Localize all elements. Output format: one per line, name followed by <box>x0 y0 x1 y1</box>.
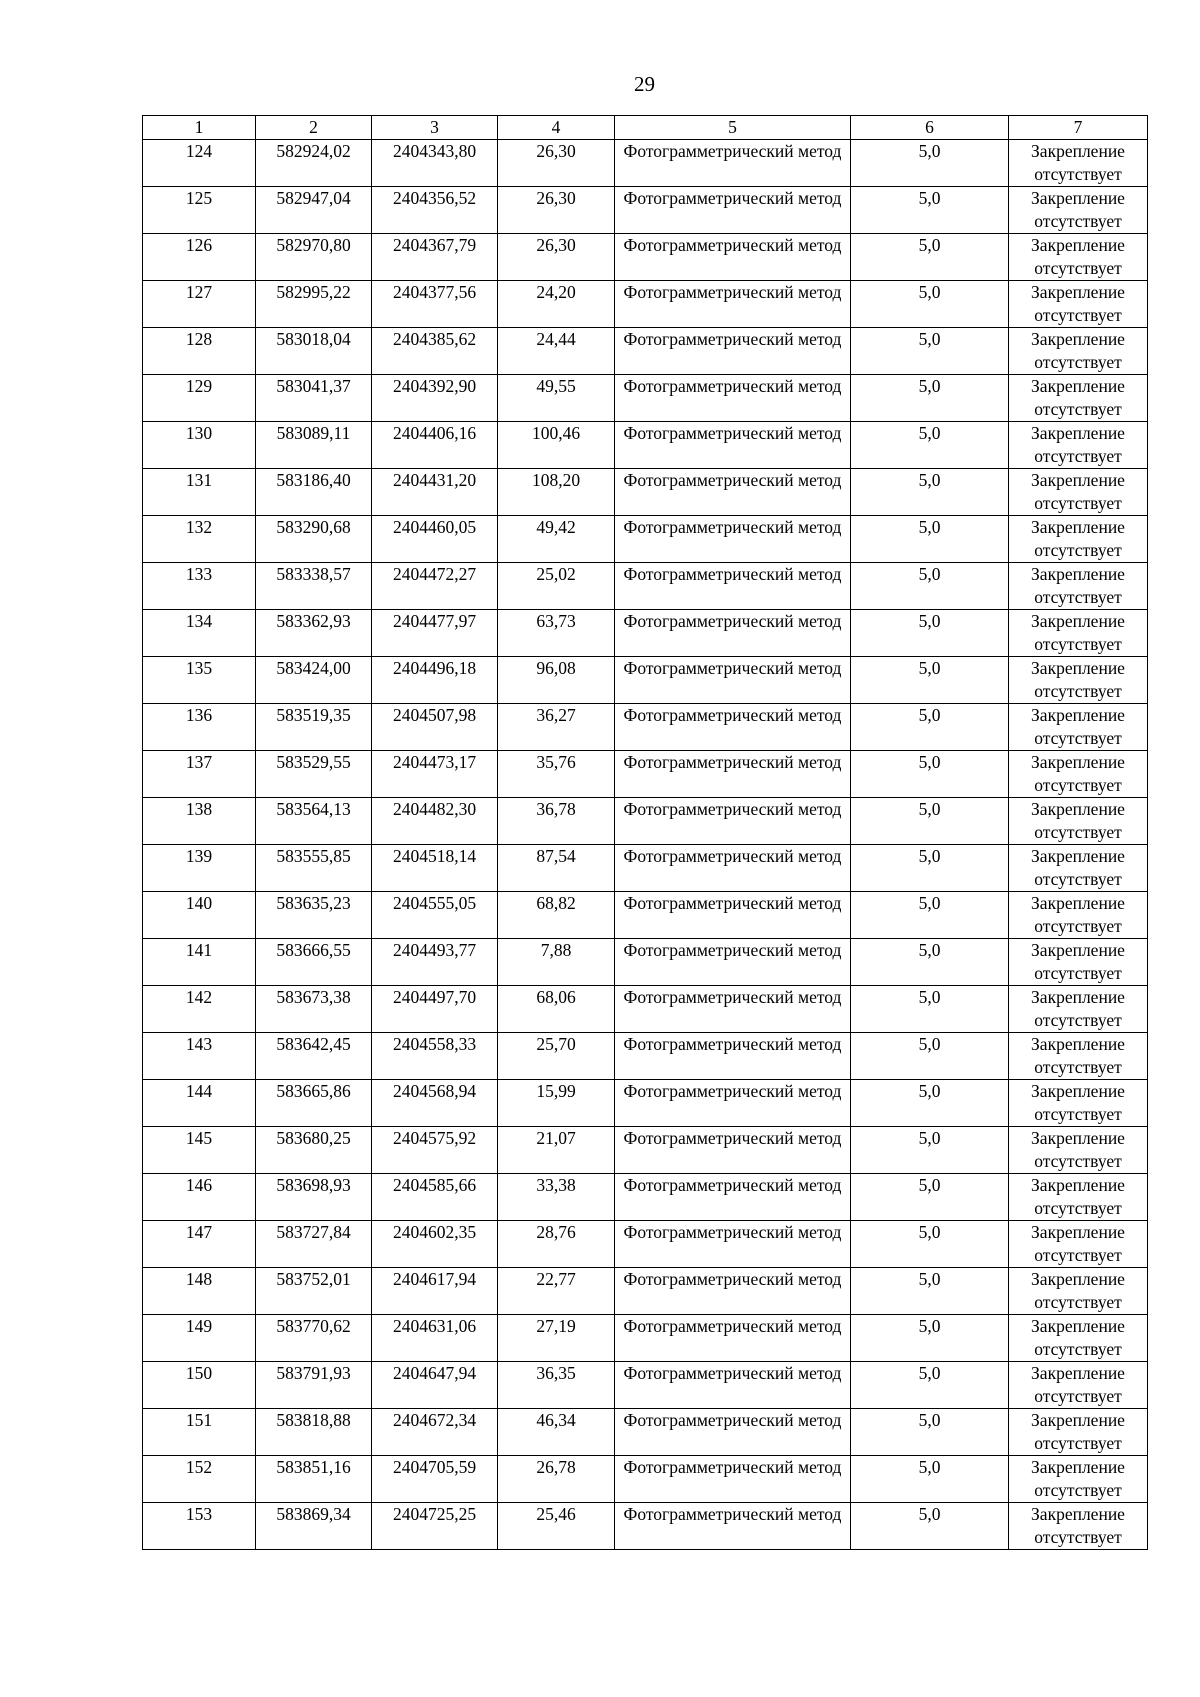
table-row <box>143 281 1148 328</box>
distance-cell: 36,78 <box>498 798 615 845</box>
x-coordinate-cell: 583018,04 <box>256 328 372 375</box>
distance-cell: 15,99 <box>498 1080 615 1127</box>
method-cell: Фотограмметрический метод <box>615 1456 851 1503</box>
x-coordinate-cell: 583519,35 <box>256 704 372 751</box>
marker-description-cell: Закрепление отсутствует <box>1009 563 1148 610</box>
marker-description-cell: Закрепление отсутствует <box>1009 892 1148 939</box>
y-coordinate-cell: 2404617,94 <box>372 1268 498 1315</box>
marker-description-cell: Закрепление отсутствует <box>1009 140 1148 187</box>
point-number-cell: 144 <box>143 1080 256 1127</box>
distance-cell: 49,42 <box>498 516 615 563</box>
table-row <box>143 845 1148 892</box>
y-coordinate-cell: 2404431,20 <box>372 469 498 516</box>
method-cell: Фотограмметрический метод <box>615 1033 851 1080</box>
method-cell: Фотограмметрический метод <box>615 187 851 234</box>
y-coordinate-cell: 2404555,05 <box>372 892 498 939</box>
accuracy-cell: 5,0 <box>851 563 1009 610</box>
x-coordinate-cell: 583642,45 <box>256 1033 372 1080</box>
point-number-cell: 147 <box>143 1221 256 1268</box>
point-number-cell: 124 <box>143 140 256 187</box>
point-number-cell: 139 <box>143 845 256 892</box>
marker-description-cell: Закрепление отсутствует <box>1009 939 1148 986</box>
table-row <box>143 422 1148 469</box>
x-coordinate-cell: 583529,55 <box>256 751 372 798</box>
x-coordinate-cell: 583635,23 <box>256 892 372 939</box>
accuracy-cell: 5,0 <box>851 657 1009 704</box>
method-cell: Фотограмметрический метод <box>615 469 851 516</box>
x-coordinate-cell: 583338,57 <box>256 563 372 610</box>
marker-description-cell: Закрепление отсутствует <box>1009 1409 1148 1456</box>
column-header: 4 <box>498 116 615 140</box>
point-number-cell: 126 <box>143 234 256 281</box>
method-cell: Фотограмметрический метод <box>615 1174 851 1221</box>
accuracy-cell: 5,0 <box>851 892 1009 939</box>
x-coordinate-cell: 582947,04 <box>256 187 372 234</box>
distance-cell: 46,34 <box>498 1409 615 1456</box>
distance-cell: 36,35 <box>498 1362 615 1409</box>
distance-cell: 22,77 <box>498 1268 615 1315</box>
y-coordinate-cell: 2404493,77 <box>372 939 498 986</box>
point-number-cell: 138 <box>143 798 256 845</box>
marker-description-cell: Закрепление отсутствует <box>1009 1268 1148 1315</box>
table-row <box>143 986 1148 1033</box>
distance-cell: 68,82 <box>498 892 615 939</box>
distance-cell: 96,08 <box>498 657 615 704</box>
accuracy-cell: 5,0 <box>851 234 1009 281</box>
column-header: 2 <box>256 116 372 140</box>
table-row <box>143 798 1148 845</box>
point-number-cell: 137 <box>143 751 256 798</box>
y-coordinate-cell: 2404367,79 <box>372 234 498 281</box>
table-row <box>143 516 1148 563</box>
y-coordinate-cell: 2404602,35 <box>372 1221 498 1268</box>
marker-description-cell: Закрепление отсутствует <box>1009 798 1148 845</box>
table-row <box>143 939 1148 986</box>
page-number: 29 <box>634 72 655 96</box>
method-cell: Фотограмметрический метод <box>615 1268 851 1315</box>
point-number-cell: 130 <box>143 422 256 469</box>
y-coordinate-cell: 2404496,18 <box>372 657 498 704</box>
x-coordinate-cell: 583666,55 <box>256 939 372 986</box>
table-row <box>143 1127 1148 1174</box>
x-coordinate-cell: 583041,37 <box>256 375 372 422</box>
marker-description-cell: Закрепление отсутствует <box>1009 1080 1148 1127</box>
marker-description-cell: Закрепление отсутствует <box>1009 1362 1148 1409</box>
table-row <box>143 1033 1148 1080</box>
x-coordinate-cell: 583770,62 <box>256 1315 372 1362</box>
distance-cell: 108,20 <box>498 469 615 516</box>
table-row <box>143 1174 1148 1221</box>
table-row <box>143 1221 1148 1268</box>
method-cell: Фотограмметрический метод <box>615 281 851 328</box>
table-row <box>143 1503 1148 1550</box>
method-cell: Фотограмметрический метод <box>615 845 851 892</box>
accuracy-cell: 5,0 <box>851 798 1009 845</box>
point-number-cell: 148 <box>143 1268 256 1315</box>
distance-cell: 35,76 <box>498 751 615 798</box>
method-cell: Фотограмметрический метод <box>615 375 851 422</box>
table-row <box>143 657 1148 704</box>
table-row <box>143 892 1148 939</box>
table-row <box>143 1456 1148 1503</box>
accuracy-cell: 5,0 <box>851 1409 1009 1456</box>
point-number-cell: 152 <box>143 1456 256 1503</box>
method-cell: Фотограмметрический метод <box>615 657 851 704</box>
method-cell: Фотограмметрический метод <box>615 140 851 187</box>
y-coordinate-cell: 2404672,34 <box>372 1409 498 1456</box>
accuracy-cell: 5,0 <box>851 1174 1009 1221</box>
point-number-cell: 131 <box>143 469 256 516</box>
point-number-cell: 125 <box>143 187 256 234</box>
point-number-cell: 134 <box>143 610 256 657</box>
y-coordinate-cell: 2404725,25 <box>372 1503 498 1550</box>
x-coordinate-cell: 582970,80 <box>256 234 372 281</box>
point-number-cell: 151 <box>143 1409 256 1456</box>
distance-cell: 24,44 <box>498 328 615 375</box>
method-cell: Фотограмметрический метод <box>615 1362 851 1409</box>
x-coordinate-cell: 583564,13 <box>256 798 372 845</box>
x-coordinate-cell: 583186,40 <box>256 469 372 516</box>
x-coordinate-cell: 583680,25 <box>256 1127 372 1174</box>
table-row <box>143 1362 1148 1409</box>
distance-cell: 36,27 <box>498 704 615 751</box>
column-header: 1 <box>143 116 256 140</box>
table-row <box>143 140 1148 187</box>
marker-description-cell: Закрепление отсутствует <box>1009 986 1148 1033</box>
x-coordinate-cell: 583555,85 <box>256 845 372 892</box>
accuracy-cell: 5,0 <box>851 1362 1009 1409</box>
accuracy-cell: 5,0 <box>851 1456 1009 1503</box>
point-number-cell: 146 <box>143 1174 256 1221</box>
column-header: 6 <box>851 116 1009 140</box>
marker-description-cell: Закрепление отсутствует <box>1009 751 1148 798</box>
table-row <box>143 610 1148 657</box>
y-coordinate-cell: 2404392,90 <box>372 375 498 422</box>
accuracy-cell: 5,0 <box>851 1268 1009 1315</box>
y-coordinate-cell: 2404343,80 <box>372 140 498 187</box>
point-number-cell: 142 <box>143 986 256 1033</box>
accuracy-cell: 5,0 <box>851 939 1009 986</box>
marker-description-cell: Закрепление отсутствует <box>1009 704 1148 751</box>
point-number-cell: 145 <box>143 1127 256 1174</box>
table-row <box>143 328 1148 375</box>
method-cell: Фотограмметрический метод <box>615 1503 851 1550</box>
x-coordinate-cell: 583424,00 <box>256 657 372 704</box>
table-row <box>143 563 1148 610</box>
accuracy-cell: 5,0 <box>851 328 1009 375</box>
method-cell: Фотограмметрический метод <box>615 1409 851 1456</box>
accuracy-cell: 5,0 <box>851 1221 1009 1268</box>
distance-cell: 26,78 <box>498 1456 615 1503</box>
accuracy-cell: 5,0 <box>851 516 1009 563</box>
point-number-cell: 143 <box>143 1033 256 1080</box>
point-number-cell: 153 <box>143 1503 256 1550</box>
accuracy-cell: 5,0 <box>851 281 1009 328</box>
table-row <box>143 704 1148 751</box>
marker-description-cell: Закрепление отсутствует <box>1009 1221 1148 1268</box>
point-number-cell: 129 <box>143 375 256 422</box>
x-coordinate-cell: 583290,68 <box>256 516 372 563</box>
distance-cell: 27,19 <box>498 1315 615 1362</box>
table-row <box>143 469 1148 516</box>
marker-description-cell: Закрепление отсутствует <box>1009 845 1148 892</box>
table-body <box>143 140 1148 1550</box>
y-coordinate-cell: 2404558,33 <box>372 1033 498 1080</box>
accuracy-cell: 5,0 <box>851 1503 1009 1550</box>
method-cell: Фотограмметрический метод <box>615 1315 851 1362</box>
y-coordinate-cell: 2404482,30 <box>372 798 498 845</box>
y-coordinate-cell: 2404518,14 <box>372 845 498 892</box>
method-cell: Фотограмметрический метод <box>615 563 851 610</box>
x-coordinate-cell: 583818,88 <box>256 1409 372 1456</box>
marker-description-cell: Закрепление отсутствует <box>1009 1456 1148 1503</box>
x-coordinate-cell: 583851,16 <box>256 1456 372 1503</box>
y-coordinate-cell: 2404575,92 <box>372 1127 498 1174</box>
method-cell: Фотограмметрический метод <box>615 798 851 845</box>
marker-description-cell: Закрепление отсутствует <box>1009 375 1148 422</box>
marker-description-cell: Закрепление отсутствует <box>1009 328 1148 375</box>
method-cell: Фотограмметрический метод <box>615 328 851 375</box>
table-row <box>143 375 1148 422</box>
table-row <box>143 1268 1148 1315</box>
column-number-row <box>143 116 1148 140</box>
distance-cell: 87,54 <box>498 845 615 892</box>
x-coordinate-cell: 583727,84 <box>256 1221 372 1268</box>
y-coordinate-cell: 2404507,98 <box>372 704 498 751</box>
accuracy-cell: 5,0 <box>851 422 1009 469</box>
distance-cell: 25,02 <box>498 563 615 610</box>
accuracy-cell: 5,0 <box>851 1033 1009 1080</box>
x-coordinate-cell: 582995,22 <box>256 281 372 328</box>
method-cell: Фотограмметрический метод <box>615 610 851 657</box>
method-cell: Фотограмметрический метод <box>615 892 851 939</box>
point-number-cell: 150 <box>143 1362 256 1409</box>
y-coordinate-cell: 2404385,62 <box>372 328 498 375</box>
accuracy-cell: 5,0 <box>851 375 1009 422</box>
table-row <box>143 1409 1148 1456</box>
y-coordinate-cell: 2404585,66 <box>372 1174 498 1221</box>
accuracy-cell: 5,0 <box>851 469 1009 516</box>
table-row <box>143 187 1148 234</box>
method-cell: Фотограмметрический метод <box>615 422 851 469</box>
y-coordinate-cell: 2404377,56 <box>372 281 498 328</box>
marker-description-cell: Закрепление отсутствует <box>1009 1033 1148 1080</box>
point-number-cell: 140 <box>143 892 256 939</box>
y-coordinate-cell: 2404705,59 <box>372 1456 498 1503</box>
x-coordinate-cell: 583752,01 <box>256 1268 372 1315</box>
point-number-cell: 127 <box>143 281 256 328</box>
x-coordinate-cell: 583673,38 <box>256 986 372 1033</box>
column-header: 7 <box>1009 116 1148 140</box>
marker-description-cell: Закрепление отсутствует <box>1009 469 1148 516</box>
method-cell: Фотограмметрический метод <box>615 516 851 563</box>
accuracy-cell: 5,0 <box>851 140 1009 187</box>
x-coordinate-cell: 583362,93 <box>256 610 372 657</box>
distance-cell: 7,88 <box>498 939 615 986</box>
marker-description-cell: Закрепление отсутствует <box>1009 516 1148 563</box>
y-coordinate-cell: 2404460,05 <box>372 516 498 563</box>
accuracy-cell: 5,0 <box>851 704 1009 751</box>
distance-cell: 26,30 <box>498 140 615 187</box>
x-coordinate-cell: 583089,11 <box>256 422 372 469</box>
point-number-cell: 135 <box>143 657 256 704</box>
y-coordinate-cell: 2404631,06 <box>372 1315 498 1362</box>
accuracy-cell: 5,0 <box>851 1127 1009 1174</box>
table-row <box>143 234 1148 281</box>
distance-cell: 49,55 <box>498 375 615 422</box>
distance-cell: 25,70 <box>498 1033 615 1080</box>
method-cell: Фотограмметрический метод <box>615 1127 851 1174</box>
table-row <box>143 1315 1148 1362</box>
accuracy-cell: 5,0 <box>851 1080 1009 1127</box>
accuracy-cell: 5,0 <box>851 1315 1009 1362</box>
method-cell: Фотограмметрический метод <box>615 1080 851 1127</box>
y-coordinate-cell: 2404473,17 <box>372 751 498 798</box>
method-cell: Фотограмметрический метод <box>615 939 851 986</box>
method-cell: Фотограмметрический метод <box>615 986 851 1033</box>
marker-description-cell: Закрепление отсутствует <box>1009 657 1148 704</box>
boundary-points-table <box>142 115 1148 1550</box>
method-cell: Фотограмметрический метод <box>615 704 851 751</box>
x-coordinate-cell: 583791,93 <box>256 1362 372 1409</box>
y-coordinate-cell: 2404356,52 <box>372 187 498 234</box>
accuracy-cell: 5,0 <box>851 986 1009 1033</box>
y-coordinate-cell: 2404647,94 <box>372 1362 498 1409</box>
marker-description-cell: Закрепление отсутствует <box>1009 1174 1148 1221</box>
marker-description-cell: Закрепление отсутствует <box>1009 1503 1148 1550</box>
x-coordinate-cell: 583698,93 <box>256 1174 372 1221</box>
x-coordinate-cell: 583869,34 <box>256 1503 372 1550</box>
distance-cell: 28,76 <box>498 1221 615 1268</box>
y-coordinate-cell: 2404497,70 <box>372 986 498 1033</box>
column-header: 3 <box>372 116 498 140</box>
marker-description-cell: Закрепление отсутствует <box>1009 1315 1148 1362</box>
marker-description-cell: Закрепление отсутствует <box>1009 234 1148 281</box>
accuracy-cell: 5,0 <box>851 187 1009 234</box>
point-number-cell: 141 <box>143 939 256 986</box>
point-number-cell: 132 <box>143 516 256 563</box>
x-coordinate-cell: 582924,02 <box>256 140 372 187</box>
distance-cell: 33,38 <box>498 1174 615 1221</box>
point-number-cell: 128 <box>143 328 256 375</box>
distance-cell: 21,07 <box>498 1127 615 1174</box>
point-number-cell: 136 <box>143 704 256 751</box>
method-cell: Фотограмметрический метод <box>615 234 851 281</box>
accuracy-cell: 5,0 <box>851 610 1009 657</box>
accuracy-cell: 5,0 <box>851 751 1009 798</box>
distance-cell: 24,20 <box>498 281 615 328</box>
marker-description-cell: Закрепление отсутствует <box>1009 610 1148 657</box>
marker-description-cell: Закрепление отсутствует <box>1009 281 1148 328</box>
table-row <box>143 1080 1148 1127</box>
marker-description-cell: Закрепление отсутствует <box>1009 422 1148 469</box>
distance-cell: 26,30 <box>498 234 615 281</box>
y-coordinate-cell: 2404472,27 <box>372 563 498 610</box>
marker-description-cell: Закрепление отсутствует <box>1009 1127 1148 1174</box>
marker-description-cell: Закрепление отсутствует <box>1009 187 1148 234</box>
x-coordinate-cell: 583665,86 <box>256 1080 372 1127</box>
point-number-cell: 133 <box>143 563 256 610</box>
distance-cell: 26,30 <box>498 187 615 234</box>
y-coordinate-cell: 2404568,94 <box>372 1080 498 1127</box>
table-row <box>143 751 1148 798</box>
method-cell: Фотограмметрический метод <box>615 751 851 798</box>
method-cell: Фотограмметрический метод <box>615 1221 851 1268</box>
distance-cell: 100,46 <box>498 422 615 469</box>
y-coordinate-cell: 2404406,16 <box>372 422 498 469</box>
y-coordinate-cell: 2404477,97 <box>372 610 498 657</box>
distance-cell: 63,73 <box>498 610 615 657</box>
distance-cell: 68,06 <box>498 986 615 1033</box>
column-header: 5 <box>615 116 851 140</box>
point-number-cell: 149 <box>143 1315 256 1362</box>
accuracy-cell: 5,0 <box>851 845 1009 892</box>
distance-cell: 25,46 <box>498 1503 615 1550</box>
